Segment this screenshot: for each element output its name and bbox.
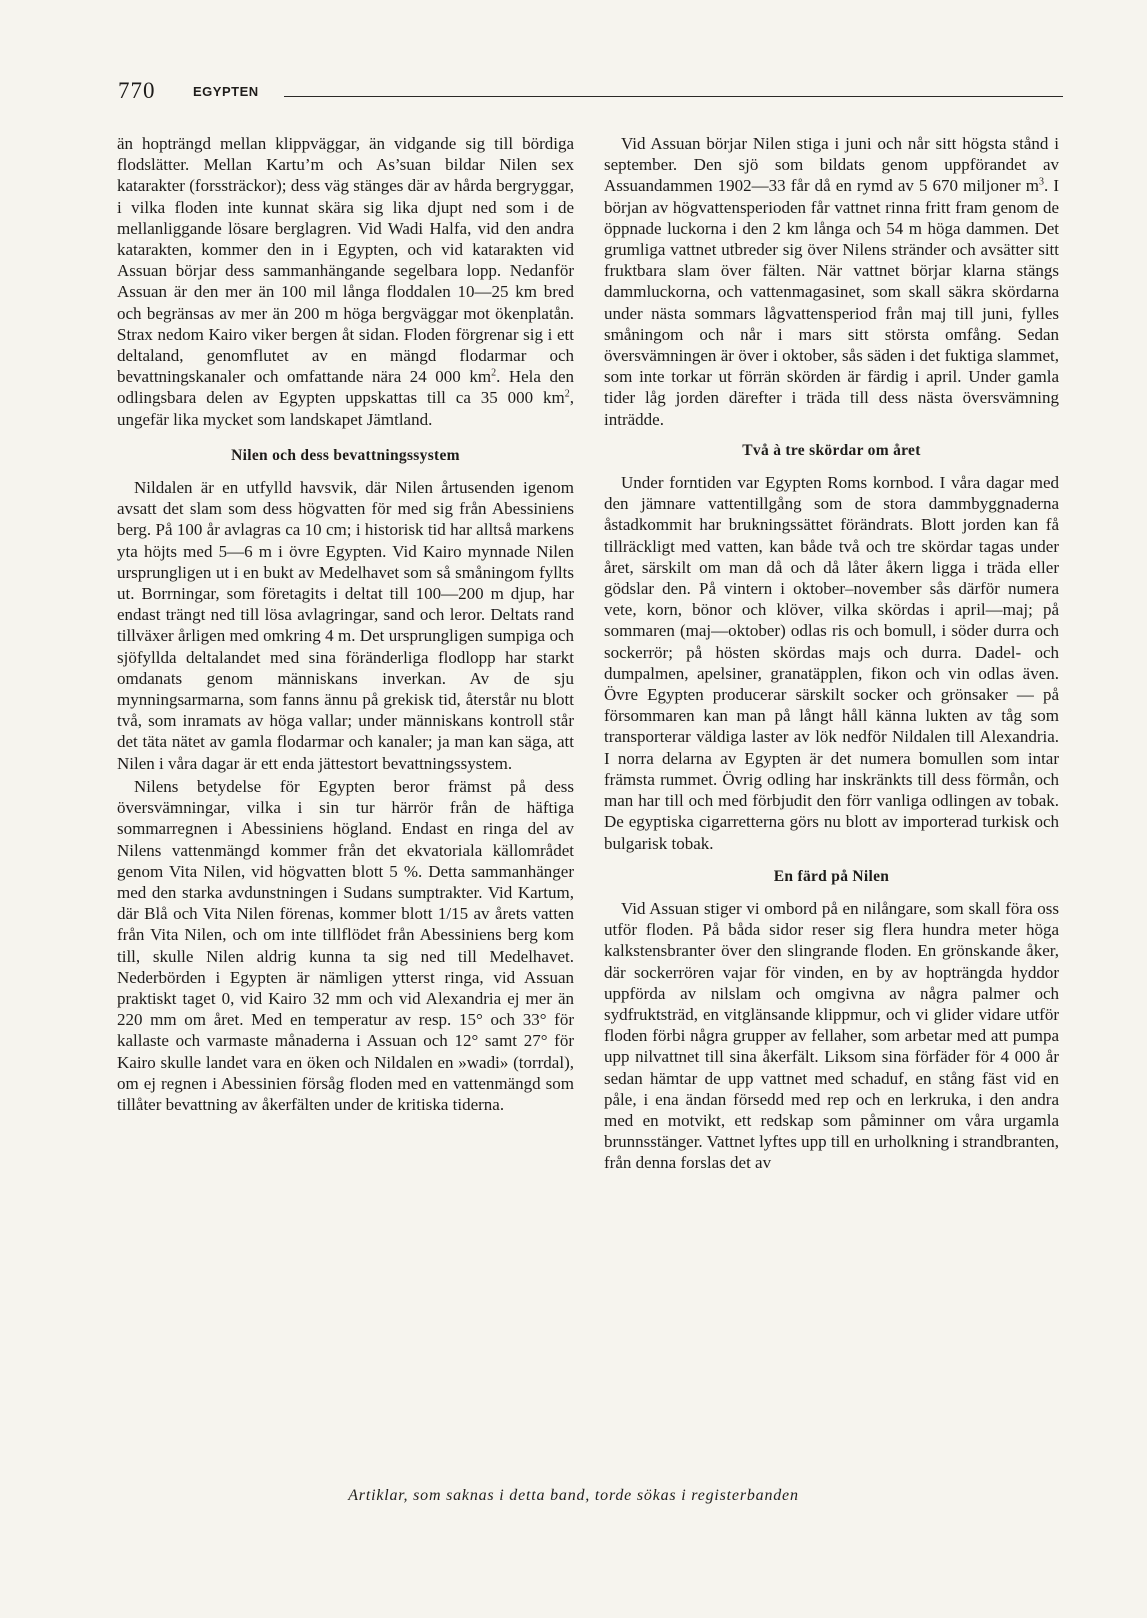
left-column xyxy=(117,133,574,1117)
paragraph: Nilens betydelse för Egypten beror främst på dess översvämningar, vilka i sin tur härrör från de häftiga sommarregnen i Abessiniens högland. Endast en ringa del av Nilens vattenmängd kommer från det ekvatoriala källområdet genom Vita Nilen, vid högvatten blott 5 %. Detta sammanhänger med den starka avdunstningen i Sudans sumptrakter. Vid Kartum, där Blå och Vita Nilen förenas, kommer blott 1/15 av årets vatten från Vita Nilen, och om inte tillflödet från Abessiniens berg kom till, skulle Nilen aldrig kunna ta sig ned till Medelhavet. Nederbörden i Egypten är nämligen ytterst ringa, vid Assuan praktiskt taget 0, vid Kairo 32 mm och vid Alexandria ej mer än 220 mm om året. Med en temperatur av resp. 15° och 33° för kallaste och varmaste månaderna i Assuan och 12° samt 27° för Kairo skulle landet vara en öken och Nildalen en »wadi» (torrdal), om ej regnen i Abessinien försåg floden med en vattenmängd som tillåter bevattning av åkerfälten under de kritiska tiderna. xyxy=(117,776,574,1114)
section-heading: En färd på Nilen xyxy=(773,867,890,885)
paragraph: Vid Assuan stiger vi ombord på en nilångare, som skall föra oss utför floden. På båda sidor reser sig flera hundra meter höga kalkstensbranter över den slingrande floden. En grönskande åker, där sockerrören vajar för vinden, en by av hopträngda hyddor uppförda av nilslam och omgivna av några palmer och sydfruktsträd, en vitglänsande klippmur, och vi glider vidare utför floden förbi några grupper av fellaher, som arbetar med att pumpa upp nilvattnet till sina åkerfält. Liksom sina förfäder för 4 000 år sedan hämtar de upp vattnet med schaduf, en stång fäst vid en påle, i ena ändan försedd med rep och en lerkruka, i den andra med en motvikt, ett redskap som påminner om våra urgamla brunnsstänger. Vattnet lyftes upp till en urholkning i strandbranten, från denna forslas det av xyxy=(604,898,1059,1173)
footer-note: Artiklar, som saknas i detta band, torde sökas i registerbanden xyxy=(348,1487,799,1504)
section-heading: Nilen och dess bevattningssystem xyxy=(231,446,460,464)
paragraph: än hopträngd mellan klippväggar, än vidgande sig till bördiga flodslätter. Mellan Kartu’m och As’suan bildar Nilen sex katarakter (forssträckor); dess väg stänges där av hårda bergryggar, i vilka floden inte kunnat skära sig lika djupt ned som i de mellanliggande lösare berglagren. Vid Wadi Halfa, vid den andra katarakten, kommer den in i Egypten, och vid katarakten vid Assuan börjar dess sammanhängande segelbara lopp. Nedanför Assuan är den mer än 100 mil långa floddalen 10—25 km bred och begränsas av mer än 200 m höga bergväggar mot ökenplatån. Strax nedom Kairo viker bergen åt sidan. Floden förgrenar sig i ett deltaland, genomflutet av en mängd flodarmar och bevattningskanaler och omfattande nära 24 000 $km^2$. Hela den odlingsbara delen av Egypten uppskattas till ca 35 000 $km^2$, ungefär lika mycket som landskapet Jämtland. xyxy=(117,134,575,429)
page-number: 770 xyxy=(118,78,156,103)
running-title: EGYPTEN xyxy=(193,84,259,99)
paragraph: Nildalen är en utfylld havsvik, där Nilen årtusenden igenom avsatt det slam som dess högvatten för med sig från Abessiniens berg. På 100 år avlagras ca 10 cm; i historisk tid har alltså markens yta höjts med 5—6 m i övre Egypten. Vid Kairo mynnade Nilen ursprungligen ut i en bukt av Medelhavet som så småningom fyllts ut. Borrningar, som företagits i deltat till 100—200 m djup, har endast trängt ned till lösa avlagringar, sand och leror. Deltats rand tillväxer årligen med omkring 4 m. Det ursprungligen sumpiga och sjöfyllda deltalandet med sina föränderliga flodlopp har starkt omdanats genom människans inverkan. Av de sju mynningsarmarna, som fanns ännu på grekisk tid, återstår nu blott två, som inramats av höga vallar; under människans kontroll står det täta nätet av gamla flodarmar och kanaler; ja man kan säga, att Nilen i våra dagar är ett enda jättestort bevattningssystem. xyxy=(117,478,574,773)
paragraph: Under forntiden var Egypten Roms kornbod. I våra dagar med den jämnare vattentillgång som de stora dammbyggnaderna åstadkommit har brukningssättet förändrats. Blott jorden kan få tillräckligt med vatten, kan både två och tre skördar tagas under året, särskilt om man då och då låter åkern ligga i träda eller gödslar den. På vintern i oktober–november sås därför numera vete, korn, bönor och klöver, vilka skördas i april—maj; på sommaren (maj—oktober) odlas ris och bomull, i söder durra och sockerrör; på hösten skördas majs och durra. Dadel- och dumpalmen, apelsiner, granatäpplen, fikon och vin odlas även. Övre Egypten producerar särskilt socker och grönsaker — på försommaren kan man på långt håll känna lukten av tåg som transporterar väldiga laster av lök nedför Nildalen till Alexandria. I norra delarna av Egypten är det numera bomullen som intar främsta rummet. Övrig odling har inskränkts till dess förmån, och man har till och med förbjudit den förr vanliga odlingen av tobak. De egyptiska cigarretterna görs nu blott av importerad turkisk och bulgarisk tobak. xyxy=(604,473,1059,853)
right-column xyxy=(604,133,1059,1176)
header-rule xyxy=(284,96,1063,97)
section-heading: Två à tre skördar om året xyxy=(742,441,921,459)
paragraph: Vid Assuan börjar Nilen stiga i juni och når sitt högsta stånd i september. Den sjö som bildats genom uppförandet av Assuandammen 1902—33 får då en rymd av 5 670 miljoner $m^3$. I början av högvattensperioden får vattnet rinna fritt fram genom de öppnade luckorna i den 2 km långa och 54 m höga dammen. Det grumliga vattnet utbreder sig över Nilens stränder och avsätter sitt fruktbara slam över fälten. När vattnet börjar klarna stängs dammluckorna, och vattenmagasinet, som skall säkra skördarna under nästa sommars lågvattensperiod från maj till juni, fylles småningom och når i mars sitt största omfång. Sedan översvämningen är över i oktober, sås säden i det fuktiga slammet, som inte torkar ut förrän skörden är färdig i april. Under gamla tider låg jorden därefter i träda till dess nästa översvämning inträdde. xyxy=(604,134,1059,429)
page-header xyxy=(118,78,1063,106)
